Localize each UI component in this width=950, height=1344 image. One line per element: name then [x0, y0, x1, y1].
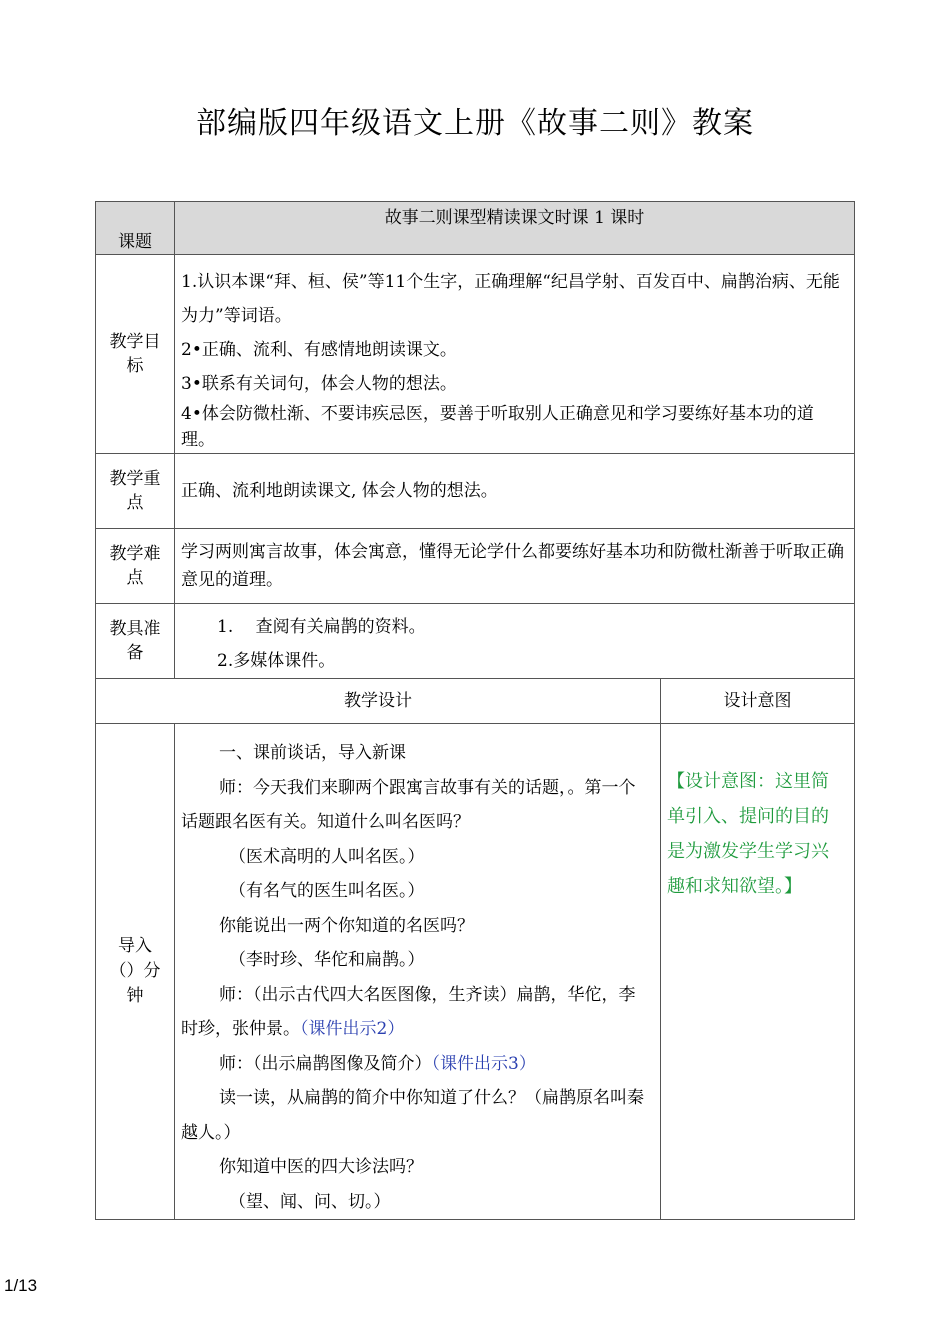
intro-line-1: 一、课前谈话，导入新课 — [219, 743, 406, 763]
topic-label-cell — [96, 202, 175, 255]
difficulties-label: 教学难点 — [96, 529, 175, 604]
materials-row — [96, 604, 855, 679]
material-item-1: 1. 查阅有关扁鹊的资料。 — [217, 617, 426, 637]
courseware-note-2: （课件出示2） — [300, 1019, 405, 1039]
key-points-value: 正确、流利地朗读课文, 体会人物的想法。 — [181, 481, 498, 501]
design-header-right: 设计意图 — [661, 679, 855, 724]
difficulties-value: 学习两则寓言故事，体会寓意，懂得无论学什么都要练好基本功和防微杜渐善于听取正确意见的道理。 — [181, 542, 844, 590]
material-item-2: 2.多媒体课件。 — [217, 651, 336, 671]
topic-value: 故事二则课型精读课文时课 1 课时 — [384, 208, 645, 228]
intro-row — [96, 724, 855, 1220]
key-points-cell — [175, 454, 855, 529]
difficulties-row — [96, 529, 855, 604]
intro-label-cell — [96, 724, 175, 1220]
goal-item-4: 4•体会防微杜渐、不要讳疾忌医，要善于听取别人正确意见和学习要练好基本功的道理。 — [181, 404, 814, 450]
key-points-row — [96, 454, 855, 529]
intro-line-7 — [181, 978, 646, 1047]
topic-label: 课题 — [118, 232, 152, 252]
key-points-label: 教学重点 — [96, 454, 175, 529]
intro-line-9: 读一读，从扁鹊的简介中你知道了什么？（扁鹊原名叫秦越人。） — [181, 1088, 644, 1143]
topic-row — [96, 202, 855, 255]
intro-line-8 — [181, 1047, 646, 1082]
design-header-row — [96, 679, 855, 724]
design-intent-text: 【设计意图：这里简单引入、提问的目的是为激发学生学习兴趣和求知欲望。】 — [667, 771, 829, 897]
intro-intent-cell — [661, 724, 855, 1220]
goals-label: 教学目标 — [96, 255, 175, 454]
topic-value-cell — [175, 202, 855, 255]
intro-line-5: 你能说出一两个你知道的名医吗？ — [219, 915, 474, 936]
materials-cell — [175, 604, 855, 679]
courseware-note-3: （课件出示3） — [431, 1053, 536, 1074]
difficulties-cell — [175, 529, 855, 604]
page-number: 1/13 — [4, 1276, 38, 1295]
intro-line-2: 师：今天我们来聊两个跟寓言故事有关的话题，。第一个话题跟名医有关。知道什么叫名医吗？ — [181, 777, 636, 832]
intro-line-11: （望、闻、问、切。） — [229, 1191, 391, 1212]
intro-line-10: 你知道中医的四大诊法吗？ — [219, 1157, 423, 1177]
goal-item-1: 1.认识本课“拜、桓、侯”等11个生字，正确理解“纪昌学射、百发百中、扁鹊治病、无能为力”等词语。 — [181, 272, 840, 326]
document-title: 部编版四年级语文上册《故事二则》教案 — [196, 106, 754, 141]
goal-item-3: 3•联系有关词句，体会人物的想法。 — [181, 374, 457, 394]
materials-label: 教具准备 — [96, 604, 175, 679]
intro-label: 导入（）分钟 — [109, 936, 161, 1006]
intro-content-cell — [175, 724, 661, 1220]
intro-line-7-text: 师：（出示古代四大名医图像，生齐读）扁鹊，华佗，李时珍，张仲景。 — [181, 984, 636, 1039]
intro-line-4: （有名气的医生叫名医。） — [229, 881, 425, 901]
lesson-plan-table — [95, 201, 855, 1220]
intro-line-3: （医术高明的人叫名医。） — [229, 846, 425, 867]
intro-line-8-text: 师：（出示扁鹊图像及简介） — [219, 1053, 432, 1074]
goals-cell — [175, 255, 855, 454]
design-header-left: 教学设计 — [96, 679, 661, 724]
intro-line-6: （李时珍、华佗和扁鹊。） — [229, 950, 425, 970]
goal-item-2: 2•正确、流利、有感情地朗读课文。 — [181, 340, 457, 360]
goals-row — [96, 255, 855, 454]
